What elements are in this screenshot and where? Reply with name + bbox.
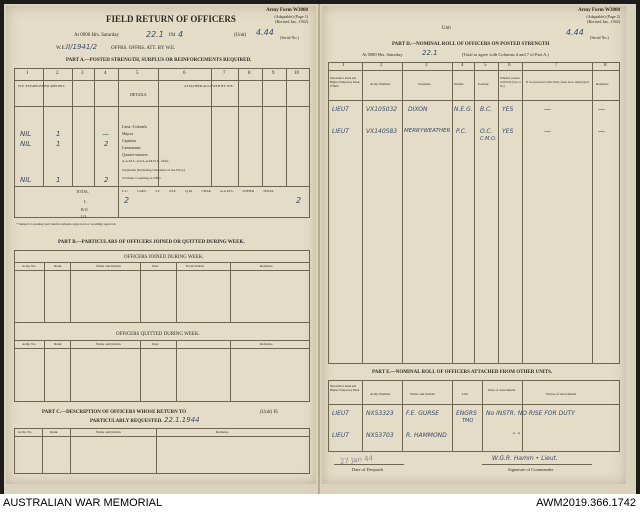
page-fold — [318, 4, 320, 494]
d-row2-how: — — [544, 127, 551, 135]
val-3: 1 — [56, 176, 61, 184]
d-row2-remarks: — — [598, 127, 605, 135]
right-form-sub2: (Revised Jan., 1942) — [587, 19, 620, 24]
right-form-sub: (Adaptable) (Page 2) — [586, 14, 620, 19]
d-col-num-4: 4 — [461, 63, 464, 68]
form-sub2: (Revised Jan., 1942) — [275, 19, 308, 24]
part-b-title: PART B.—PARTICULARS OF OFFICERS JOINED OR QUITTED DURING WEEK. — [58, 240, 245, 245]
col-num-7: 7 — [223, 71, 226, 76]
d-row1-name: DIXON — [408, 106, 428, 113]
col-attached-label: ATTACHED ALLOWED BY W.E. — [184, 84, 234, 88]
serial-number: 4.44 — [256, 28, 274, 37]
dash-2: 2 — [104, 140, 109, 148]
form-title: FIELD RETURN OF OFFICERS — [106, 14, 236, 24]
form-sub: (Adaptable) (Page 1) — [274, 14, 308, 19]
date-stamp: 27 Jan 44 — [339, 454, 374, 466]
summary-row-1: L — [84, 199, 87, 204]
q-col-armyno: Army No. — [22, 342, 37, 346]
e-head-date: Date of Attachment — [488, 388, 516, 392]
e-head-unit: Unit — [462, 392, 469, 396]
d-col-num-7: 7 — [555, 63, 558, 68]
at-date: 22.1 — [146, 30, 164, 39]
summary-cols: L.C. CAPT. LT. 2/LT. Q.M. CHAP. A.A.M.S. OTHER TOTAL — [122, 189, 275, 193]
d-col-num-1: 1 — [342, 63, 345, 68]
d-row1-rank: LIEUT — [332, 106, 349, 113]
details-row-3: Captains — [122, 138, 136, 143]
right-at-date: 22.1 — [422, 49, 438, 57]
date-label: Date of Despatch — [352, 467, 384, 472]
serial-label: (Serial No.) — [280, 35, 299, 40]
d-row1-post: B.C. — [480, 106, 493, 113]
d-head-remarks: Remarks — [596, 82, 609, 86]
e-row1-extra: TMO — [462, 418, 474, 424]
e-row2-rest: ” ” — [512, 432, 521, 439]
d-row2-no: VX140583 — [366, 128, 398, 135]
b-col-remarks: Remarks — [260, 264, 273, 268]
unit-label: (Unit) — [234, 33, 247, 38]
d-head-posting: Posting — [478, 82, 489, 86]
d-row2-present: YES — [502, 128, 514, 135]
details-row-2: Majors — [122, 131, 134, 136]
right-serial-label: (Serial No.) — [590, 35, 609, 40]
joined-title: OFFICERS JOINED DURING WEEK. — [124, 255, 204, 260]
b-col-date: Date — [152, 264, 159, 268]
b-col-armyno: Army No. — [22, 264, 37, 268]
col-num-5: 5 — [136, 71, 139, 76]
d-col-num-5: 5 — [484, 63, 487, 68]
e-head-rank: Substantive Rank and Higher Temporary Rank — [330, 384, 360, 392]
b-col-name: Name and Initials — [96, 264, 121, 268]
c-col-rank: Rank — [50, 430, 58, 434]
form-id: Army Form W3008 — [266, 8, 308, 13]
we-number: II/1941/2 — [66, 43, 98, 51]
nil-2: NIL — [20, 140, 32, 148]
q-col-rank: Rank — [54, 342, 62, 346]
year-prefix: 194 — [168, 33, 176, 38]
col-details-label: DETAILS. — [130, 92, 148, 97]
left-page — [6, 6, 316, 484]
details-row-1: Lieut.-Colonels — [122, 124, 147, 129]
d-head-present: Whether present with Unit (Yes or No) — [500, 76, 521, 88]
col-num-6: 6 — [183, 71, 186, 76]
b-col-rank: Rank — [54, 264, 62, 268]
right-unit-label: Unit — [442, 26, 451, 31]
total-label: TOTAL — [76, 189, 89, 194]
d-row2-rank: LIEUT — [332, 128, 349, 135]
d-row1-present: YES — [502, 106, 514, 113]
part-c-title: PART C.—DESCRIPTION OF OFFICERS WHOSE RETURN TO — [42, 410, 187, 415]
d-head-rank: Substantive Rank and Higher Temporary Rank, if Held — [330, 76, 360, 88]
dash-1: — — [102, 130, 109, 138]
e-row1-rest: No INSTR. NO RISE FOR DUTY — [486, 410, 575, 417]
col-num-9: 9 — [272, 71, 275, 76]
right-at-line: At 0900 Hrs. Saturday — [362, 52, 403, 57]
nil-3: NIL — [20, 176, 32, 184]
e-head-nature: Nature of Attachment — [546, 392, 577, 396]
part-e-title: PART E.—NOMINAL ROLL OF OFFICERS ATTACHED FROM OTHER UNITS. — [372, 370, 553, 375]
right-at-rest: (Total to agree with Columns 4 and 7 of Part A.) — [462, 52, 550, 57]
e-row2-name: R. HAMMOND — [406, 432, 447, 439]
d-row1-remarks: — — [598, 105, 605, 113]
d-col-num-6: 6 — [508, 63, 511, 68]
d-row2-extra: C.M.O. — [480, 136, 497, 142]
col-num-3: 3 — [81, 71, 84, 76]
e-row1-rank: LIEUT — [332, 410, 349, 417]
val-2: 1 — [56, 140, 61, 148]
d-col-num-8: 8 — [604, 63, 607, 68]
nil-1: NIL — [20, 130, 32, 138]
summary-val-2: 2 — [296, 196, 302, 205]
part-c-line2: PARTICULARLY REQUESTED. — [90, 419, 163, 424]
details-row-4: Lieutenants — [122, 145, 141, 150]
d-head-armyno: Army Number — [370, 82, 391, 86]
right-page — [322, 6, 626, 484]
dash-3: 2 — [104, 176, 109, 184]
quitted-title: OFFICERS QUITTED DURING WEEK. — [116, 332, 200, 337]
val-1: 1 — [56, 130, 61, 138]
q-col-name: Name and Initials — [96, 342, 121, 346]
d-row1-init: N.E.G. — [454, 106, 473, 113]
col-we-label: W.E. ESTABLISHED APPOINT. — [18, 84, 66, 88]
c-col-armyno: Army No. — [18, 430, 33, 434]
d-head-initials: Initials — [454, 82, 464, 86]
details-row-8: Civilians Counting as Offrs. — [122, 176, 162, 180]
col-num-8: 8 — [248, 71, 251, 76]
part-c-table — [14, 428, 310, 474]
part-c-date: 22.1.1944 — [164, 416, 200, 424]
summary-row-2: B.O. — [81, 207, 89, 212]
at-line: At 0900 Hrs. Saturday — [74, 33, 119, 38]
e-head-name: Name and Initials — [410, 392, 435, 396]
d-row1-how: — — [544, 105, 551, 113]
d-head-how: If not present with Unit, state how employed — [526, 80, 589, 84]
q-col-remarks: Remarks — [260, 342, 273, 346]
d-head-surname: Surname — [418, 82, 431, 86]
q-col-date: Date — [152, 342, 159, 346]
part-d-title: PART D.—NOMINAL ROLL OF OFFICERS ON POSTED STRENGTH — [392, 42, 550, 47]
col-num-2: 2 — [56, 71, 59, 76]
c-col-remarks: Remarks — [216, 430, 229, 434]
year-value: 4 — [178, 30, 184, 39]
note: * Subject to posting and reinforcements approved or awaiting approval. — [16, 222, 117, 226]
footer-institution: AUSTRALIAN WAR MEMORIAL — [3, 497, 163, 509]
we-prefix: W.E. — [56, 46, 66, 51]
footer-bar — [0, 494, 640, 512]
e-head-armyno: Army Number — [370, 392, 391, 396]
d-row2-post: O.C. — [480, 128, 493, 135]
part-c-unit: (Unit) IS — [260, 410, 278, 415]
d-row1-no: VX105032 — [366, 106, 398, 113]
col-num-1: 1 — [26, 71, 29, 76]
details-row-7: Chaplains (Including Chaplains of the Navy) — [122, 168, 185, 172]
col-num-4: 4 — [104, 71, 107, 76]
col-num-10: 10 — [294, 71, 299, 76]
b-col-from: From Whom — [186, 264, 204, 268]
e-row1-no: NX53323 — [366, 410, 394, 417]
we-rest: OFFRS. OFFRS. ATT. BY W.E. — [111, 46, 176, 51]
right-form-id: Army Form W3008 — [578, 8, 620, 13]
d-col-num-3: 3 — [425, 63, 428, 68]
signature-label: Signature of Commander — [508, 467, 554, 472]
e-row1-name: F.E. GURSE — [406, 410, 439, 417]
details-row-5: Quarter-masters — [122, 152, 148, 157]
signature: W.G.R. Hamm • Lieut. — [492, 455, 558, 462]
part-b-table — [14, 250, 310, 402]
d-row2-name: MERRYWEATHER — [404, 128, 451, 134]
d-col-num-2: 2 — [380, 63, 383, 68]
c-col-name: Name and Initials — [96, 430, 121, 434]
footer-accession: AWM2019.366.1742 — [536, 497, 636, 509]
e-row1-unit: ENGRS — [456, 410, 477, 417]
right-serial-number: 4.44 — [566, 28, 584, 37]
e-row2-no: NX53703 — [366, 432, 394, 439]
details-row-6: A.A.M.S. and A.A.M.W.C. Offrs. — [122, 159, 170, 163]
part-a-title: PART A.—POSTED STRENGTH, SURPLUS OR REINFORCEMENTS REQUIRED. — [66, 58, 252, 63]
summary-row-3: I.O. — [81, 214, 88, 219]
d-row2-init: P.C. — [456, 128, 467, 135]
e-row2-rank: LIEUT — [332, 432, 349, 439]
summary-val-1: 2 — [124, 196, 130, 205]
